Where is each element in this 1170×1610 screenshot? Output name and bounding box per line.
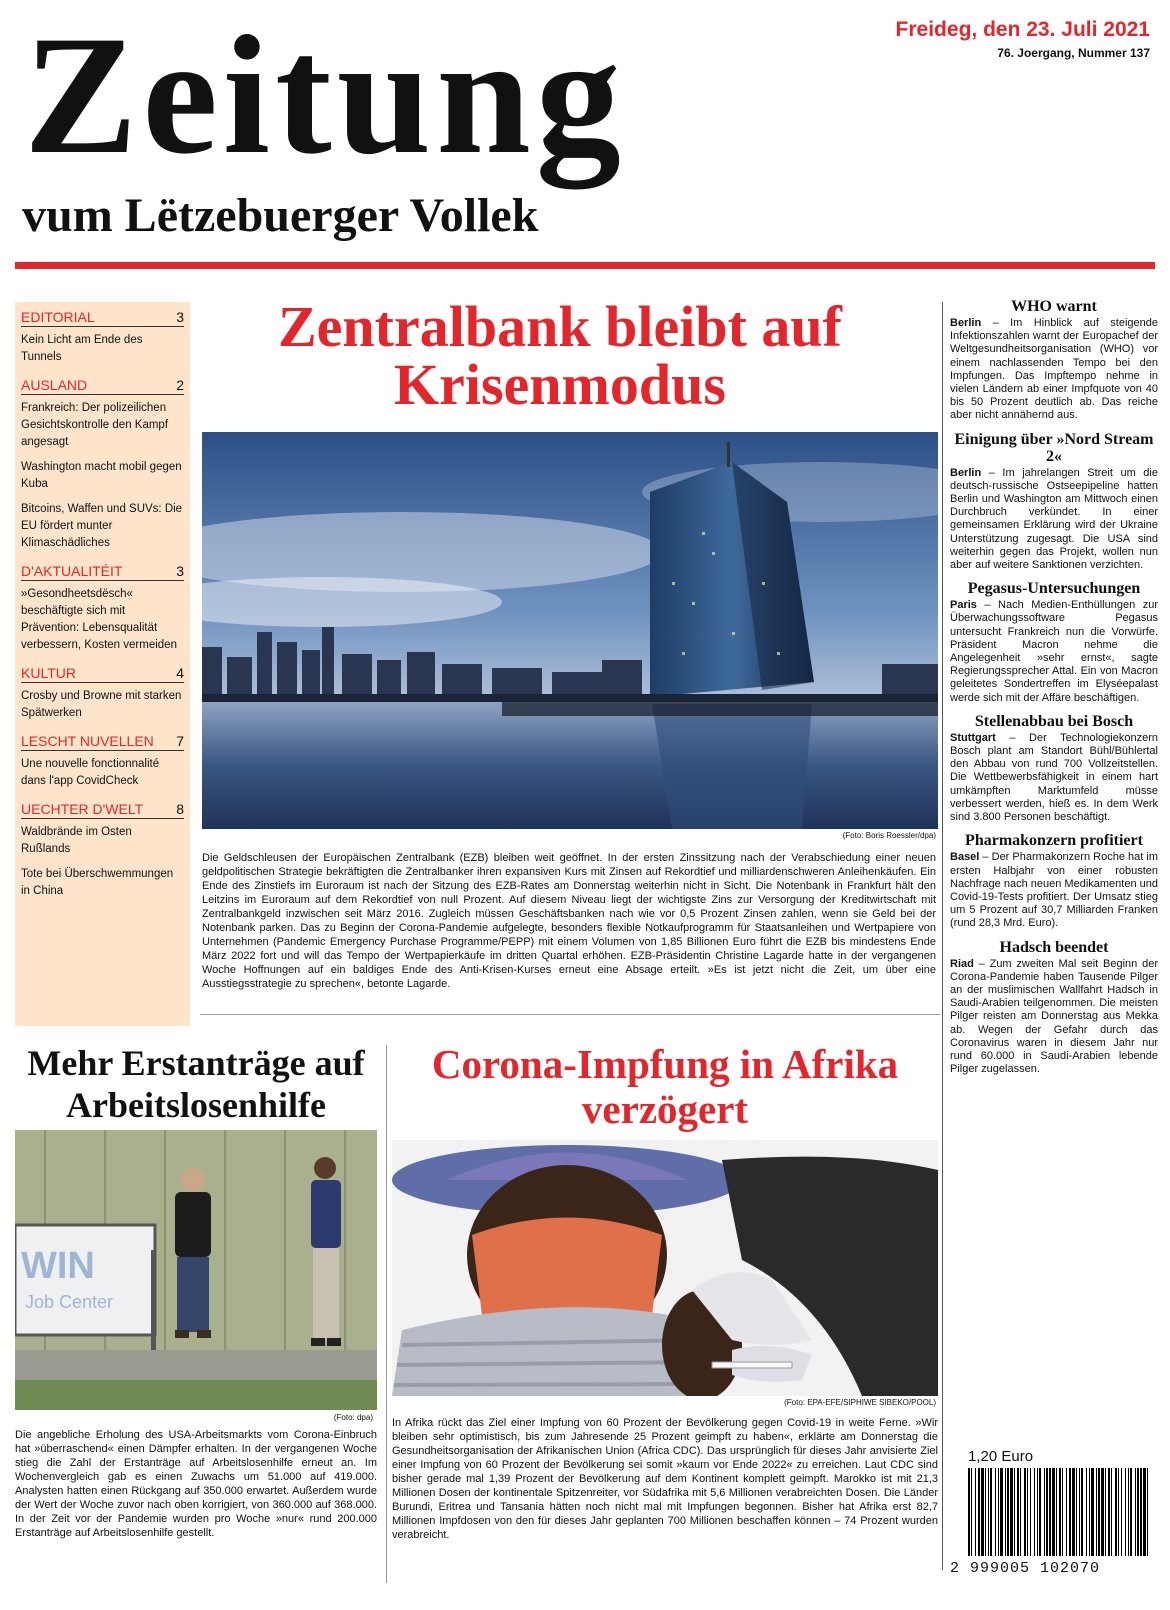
brief-location: Riad: [950, 957, 974, 970]
index-section-title: AUSLAND: [21, 377, 88, 393]
barcode-bar: [1143, 1468, 1146, 1556]
barcode-bar: [1128, 1468, 1129, 1556]
index-item[interactable]: Kein Licht am Ende des Tunnels: [21, 334, 143, 363]
brief-body: – Zum zweiten Mal seit Beginn der Corona-Pandemie haben Tausende Pilger an der muslimischen Wallfahrt Hadsch in Saudi-Arabien teilgenommen. Die meisten Pilger reisten am Donnerstag aus Mekka ab. Wegen der Gefahr durch das Coronavirus waren in diesem Jahr nur rund 60.000 in Saudi-Arabien lebende Pilger zugelassen.: [950, 957, 1158, 1076]
section-rule: [200, 1014, 940, 1015]
barcode-bar: [1014, 1468, 1015, 1556]
contents-index: [15, 302, 190, 1026]
barcode-bar: [1081, 1468, 1083, 1556]
barcode-bar: [1137, 1468, 1139, 1556]
brief-location: Stuttgart: [950, 731, 996, 744]
brief-body: – Im Hinblick auf steigende Infektionszahlen warnt der Europachef der Weltgesundheitsorganisation (WHO) vor einem nachlassenden Tempo bei den Impfungen. Das Impftempo nehme in vielen Ländern ab einer Impfquote von 40 bis 50 Prozent deutlich ab. Das reiche aber nicht annähernd aus.: [950, 317, 1158, 422]
barcode-bar: [1030, 1468, 1031, 1556]
news-briefs: [950, 298, 1158, 1084]
barcode-bar: [1066, 1468, 1067, 1556]
main-story-body: Die Geldschleusen der Europäischen Zentralbank (EZB) bleiben weit geöffnet. In der ersten Zinssitzung nach der Verabschiedung einer neuen geldpolitischen Strategie bekräftigten die Zentralbanker ihren expansiven Kurs mit Zinsen auf Rekordtief und milliardenschweren Anleihenkäufen. Ein Ende des Zinstiefs im Euroraum ist nach der Sitzung des EZB-Rates am Donnerstag weiterhin nicht in Sicht. Die Notenbank in Frankfurt hält den Leitzins im Euroraum auf dem Rekordtief von null Prozent. Auf diesem Niveau liegt der wichtigste Zins zur Versorgung der Kreditwirtschaft mit Zentralbankgeld inzwischen seit März 2016. Zugleich müssen Geschäftsbanken nach wie vor 0,5 Prozent Zinsen zahlen, wenn sie Geld bei der Notenbank parken. Das zu Beginn der Corona-Pandemie aufgelegte, besonders flexible Notkaufprogramm für Staatsanleihen und Wertpapiere von Unternehmen (Pandemic Emergency Purchase Programme/PEPP) mit einem Volumen von 1,85 Billionen Euro führt die EZB bis mindestens Ende März 2022 fort und will das Tempo der Wertpapierkäufe im dritten Quartal erhöhen. EZB-Präsidentin Christine Lagarde hatte in der vergangenen Woche Hoffnungen auf ein baldiges Ende des Anti-Krisen-Kurses erneut eine Absage erteilt. »Es ist jetzt nicht die Zeit, um über eine Ausstiegsstrategie zu sprechen«, betonte Lagarde.: [202, 852, 936, 990]
barcode-bar: [1118, 1468, 1119, 1556]
brief-location: Paris: [950, 599, 977, 612]
barcode-bar: [981, 1468, 984, 1556]
index-section-heading[interactable]: [21, 664, 184, 683]
index-section-heading[interactable]: [21, 308, 184, 327]
barcode-bar: [998, 1468, 999, 1556]
news-brief: [950, 580, 1158, 705]
barcode-bar: [1059, 1468, 1061, 1556]
story-right-headline[interactable]: Corona-Impfung in Afrika verzögert: [431, 1041, 899, 1132]
index-page-number: 7: [176, 733, 184, 749]
barcode-bar: [1034, 1468, 1035, 1556]
index-item[interactable]: Bitcoins, Waffen und SUVs: Die EU fördert munter Klimaschädliches: [21, 503, 183, 549]
barcode-bar: [1086, 1468, 1087, 1556]
index-section: [21, 800, 184, 900]
news-brief: [950, 431, 1158, 573]
brief-text: [950, 317, 1158, 423]
index-item[interactable]: Frankreich: Der polizeilichen Gesichtskontrolle den Kampf angesagt: [21, 402, 169, 448]
index-section-heading[interactable]: [21, 376, 184, 395]
news-brief: [950, 939, 1158, 1077]
barcode-bar: [1044, 1468, 1045, 1556]
brief-text: [950, 467, 1158, 573]
index-section: [21, 732, 184, 790]
brief-title[interactable]: Pharmakonzern profitiert: [965, 832, 1143, 850]
index-page-number: 8: [176, 801, 184, 817]
barcode-bar: [995, 1468, 996, 1556]
barcode-bar: [1076, 1468, 1077, 1556]
ecb-skyline-illustration: [202, 432, 938, 829]
barcode-bar: [1069, 1468, 1071, 1556]
barcode-bar: [1121, 1468, 1122, 1556]
brief-text: [950, 958, 1158, 1077]
barcode-bar: [1046, 1468, 1048, 1556]
story-left-body: Die angebliche Erholung des USA-Arbeitsmarkts vom Corona-Einbruch hat »überraschend« einen Dämpfer erhalten. In der vergangenen Woche stieg die Zahl der Erstanträge auf Arbeitslosenhilfe erneut an. Im Wochenvergleich gab es einen Zuwachs um 51.000 auf 419.000. Analysten hatten einen Rückgang auf 350.000 erwartet. Außerdem wurde der Wert der Woche zuvor nach oben korrigiert, von 360.000 auf 368.000. In der Zeit vor der Pandemie wurden pro Woche »nur« rund 200.000 Erstanträge auf Arbeitslosenhilfe gestellt.: [15, 1429, 377, 1539]
index-item[interactable]: Tote bei Überschwemmungen in China: [21, 868, 174, 897]
barcode-bar: [1101, 1468, 1104, 1556]
barcode-number: 2 999005 102070: [950, 1560, 1101, 1577]
barcode-bar: [1037, 1468, 1038, 1556]
barcode-bar: [1027, 1468, 1028, 1556]
brief-title[interactable]: Hadsch beendet: [999, 938, 1109, 956]
index-page-number: 3: [176, 309, 184, 325]
barcode-bar: [1111, 1468, 1112, 1556]
barcode-bar: [1091, 1468, 1094, 1556]
index-page-number: 2: [176, 377, 184, 393]
barcode-bar: [1125, 1468, 1126, 1556]
issue-number: 76. Joergang, Nummer 137: [997, 46, 1150, 60]
brief-title[interactable]: WHO warnt: [1011, 298, 1097, 315]
barcode-bar: [1062, 1468, 1063, 1556]
brief-body: – Im jahrelangen Streit um die deutsch-russische Ostseepipeline hatten Berlin und Washington am Mittwoch einen Durchbruch verkündet. In einer gemeinsamen Erklärung wird der Ukraine Unterstützung zugesagt. Die USA sind weiterhin gegen das Projekt, wollen nun aber auf weitere Sanktionen verzichten.: [950, 466, 1158, 572]
sign-text: WIN: [21, 1245, 95, 1287]
barcode-bar: [1089, 1468, 1090, 1556]
index-item[interactable]: Crosby und Browne mit starken Spätwerken: [21, 690, 182, 719]
column-rule: [942, 302, 943, 1570]
barcode-bar: [975, 1468, 976, 1556]
sign-subtext: Job Center: [25, 1292, 114, 1312]
vaccination-photo: [392, 1140, 938, 1396]
barcode: [950, 1468, 1155, 1580]
barcode-bar: [1017, 1468, 1019, 1556]
barcode-bar: [1052, 1468, 1055, 1556]
index-item[interactable]: »Gesondheetsdësch« beschäftigte sich mit Prävention: Lebensqualität verbessern, Kosten vermeiden: [21, 588, 177, 651]
news-brief: [950, 298, 1158, 423]
masthead-title: Zeitung: [24, 1, 626, 189]
price: 1,20 Euro: [968, 1448, 1034, 1465]
barcode-bar: [1024, 1468, 1026, 1556]
story-left-headline[interactable]: Mehr Erstanträge auf Arbeitslosenhilfe: [27, 1043, 365, 1125]
brief-location: Basel: [950, 851, 980, 864]
barcode-bar: [1140, 1468, 1142, 1556]
column-rule: [386, 1045, 387, 1583]
index-section-title: KULTUR: [21, 665, 76, 681]
brief-body: – Nach Medien-Enthüllungen zur Überwachungssoftware Pegasus untersucht Frankreich nun die Vorwürfe. Präsident Macron nehme die Angelegenheit »sehr ernst«, sagte Regierungssprecher Attal. Ein von Macron geleitetes Sondertreffen im Elyséepalast werde sich mit der Affäre beschäftigen.: [950, 599, 1158, 704]
index-section-heading[interactable]: [21, 732, 184, 751]
main-headline[interactable]: Zentralbank bleibt auf Krisenmodus: [278, 294, 842, 417]
index-section-heading[interactable]: [21, 800, 184, 819]
barcode-bar: [1000, 1468, 1003, 1556]
barcode-bar: [1039, 1468, 1041, 1556]
barcode-bar: [968, 1468, 970, 1556]
brief-body: – Der Pharmakonzern Roche hat im ersten Halbjahr von einer robusten Nachfrage nach neuen Medikamenten und Covid-19-Tests profitiert. Der Umsatz stieg um 5 Prozent auf 30,7 Milliarden Franken (rund 28,3 Mrd. Euro).: [950, 851, 1158, 930]
barcode-bar: [1049, 1468, 1051, 1556]
brief-text: [950, 599, 1158, 705]
index-section-title: EDITORIAL: [21, 309, 95, 325]
index-section-heading[interactable]: [21, 562, 184, 581]
story-left-photo-credit: (Foto: dpa): [333, 1413, 373, 1422]
index-item[interactable]: Washington macht mobil gegen Kuba: [21, 461, 182, 490]
barcode-bar: [1108, 1468, 1110, 1556]
index-item[interactable]: Waldbrände im Osten Rußlands: [21, 826, 132, 855]
index-section: [21, 562, 184, 654]
barcode-bar: [1115, 1468, 1117, 1556]
barcode-bar: [1130, 1468, 1132, 1556]
barcode-bar: [978, 1468, 980, 1556]
main-photo-credit: (Foto: Boris Roessler/dpa): [842, 831, 936, 840]
index-page-number: 4: [176, 665, 184, 681]
index-page-number: 3: [176, 563, 184, 579]
index-section-title: UECHTER D'WELT: [21, 801, 144, 817]
index-section: [21, 376, 184, 552]
brief-title[interactable]: Stellenabbau bei Bosch: [974, 712, 1134, 730]
barcode-bar: [1010, 1468, 1013, 1556]
story-right-photo-credit: (Foto: EPA-EFE/SIPHIWE SIBEKO/POOL): [784, 1398, 936, 1407]
barcode-bar: [1105, 1468, 1106, 1556]
news-brief: [950, 713, 1158, 824]
barcode-bar: [1007, 1468, 1009, 1556]
barcode-bar: [1020, 1468, 1021, 1556]
issue-date: Freideg, den 23. Juli 2021: [895, 18, 1150, 41]
barcode-bar: [1135, 1468, 1136, 1556]
barcode-bar: [1147, 1468, 1148, 1556]
barcode-bar: [1096, 1468, 1097, 1556]
ecb-tower-photo: [202, 432, 938, 829]
barcode-bar: [971, 1468, 972, 1556]
vaccination-illustration: [392, 1140, 938, 1396]
brief-body: – Der Technologiekonzern Bosch plant am Standort Bühl/Bühlertal den Abbau von rund 700 Vollzeitstellen. Die Wettbewerbsfähigkeit in einem hart umkämpften Marktumfeld müsse verbessert werden, hieß es. In dem Werk sind 3.800 Personen beschäftigt.: [950, 731, 1158, 824]
barcode-bar: [1079, 1468, 1080, 1556]
brief-location: Berlin: [950, 466, 982, 479]
barcode-bar: [1098, 1468, 1100, 1556]
news-brief: [950, 832, 1158, 930]
barcode-bar: [988, 1468, 989, 1556]
story-right-body: In Afrika rückt das Ziel einer Impfung von 60 Prozent der Bevölkerung gegen Covid-19 in weite Ferne. »Wir bleiben sehr optimistisch, bis zum Jahresende 25 Prozent geimpft zu haben«, erklärte am Donnerstag die Gesundheitsorganisation der Afrikanischen Union (Africa CDC). Das ursprünglich für dieses Jahr anvisierte Ziel einer Impfung von 60 Prozent der Bevölkerung sei somit »kaum vor Ende 2022« zu erreichen. Laut CDC sind bisher gerade mal 1,39 Prozent der Bevölkerung auf dem Kontinent komplett geimpft. Marokko ist mit 21,3 Millionen Dosen der kontinentale Spitzenreiter, vor Südafrika mit 5,6 Millionen verabreichten Dosen. Die Länder Burundi, Eritrea und Tansania hätten noch nicht mal mit Impfungen begonnen. Bisher hat Afrika erst 82,7 Millionen Impfdosen von den für dieses Jahr geplanten 700 Millionen beschaffen können – 74 Prozent wurden verabreicht.: [392, 1417, 938, 1541]
barcode-bar: [985, 1468, 986, 1556]
brief-title[interactable]: Einigung über »Nord Stream 2«: [954, 430, 1154, 465]
barcode-bar: [1005, 1468, 1006, 1556]
index-section-title: D'AKTUALITÉIT: [21, 563, 123, 579]
job-center-illustration: [15, 1130, 377, 1410]
brief-title[interactable]: Pegasus-Untersuchungen: [967, 580, 1141, 598]
barcode-bar: [990, 1468, 992, 1556]
index-section: [21, 664, 184, 722]
index-section-title: LESCHT NUVELLEN: [21, 733, 154, 749]
brief-text: [950, 851, 1158, 930]
brief-location: Berlin: [950, 317, 982, 329]
masthead-rule: [15, 262, 1155, 269]
brief-text: [950, 732, 1158, 824]
index-item[interactable]: Une nouvelle fonctionnalité dans l'app CovidCheck: [21, 758, 160, 787]
index-section: [21, 308, 184, 366]
masthead-subtitle: vum Lëtzebuerger Vollek: [22, 189, 539, 242]
barcode-bar: [1056, 1468, 1057, 1556]
barcode-bar: [1072, 1468, 1075, 1556]
job-center-photo: [15, 1130, 377, 1410]
